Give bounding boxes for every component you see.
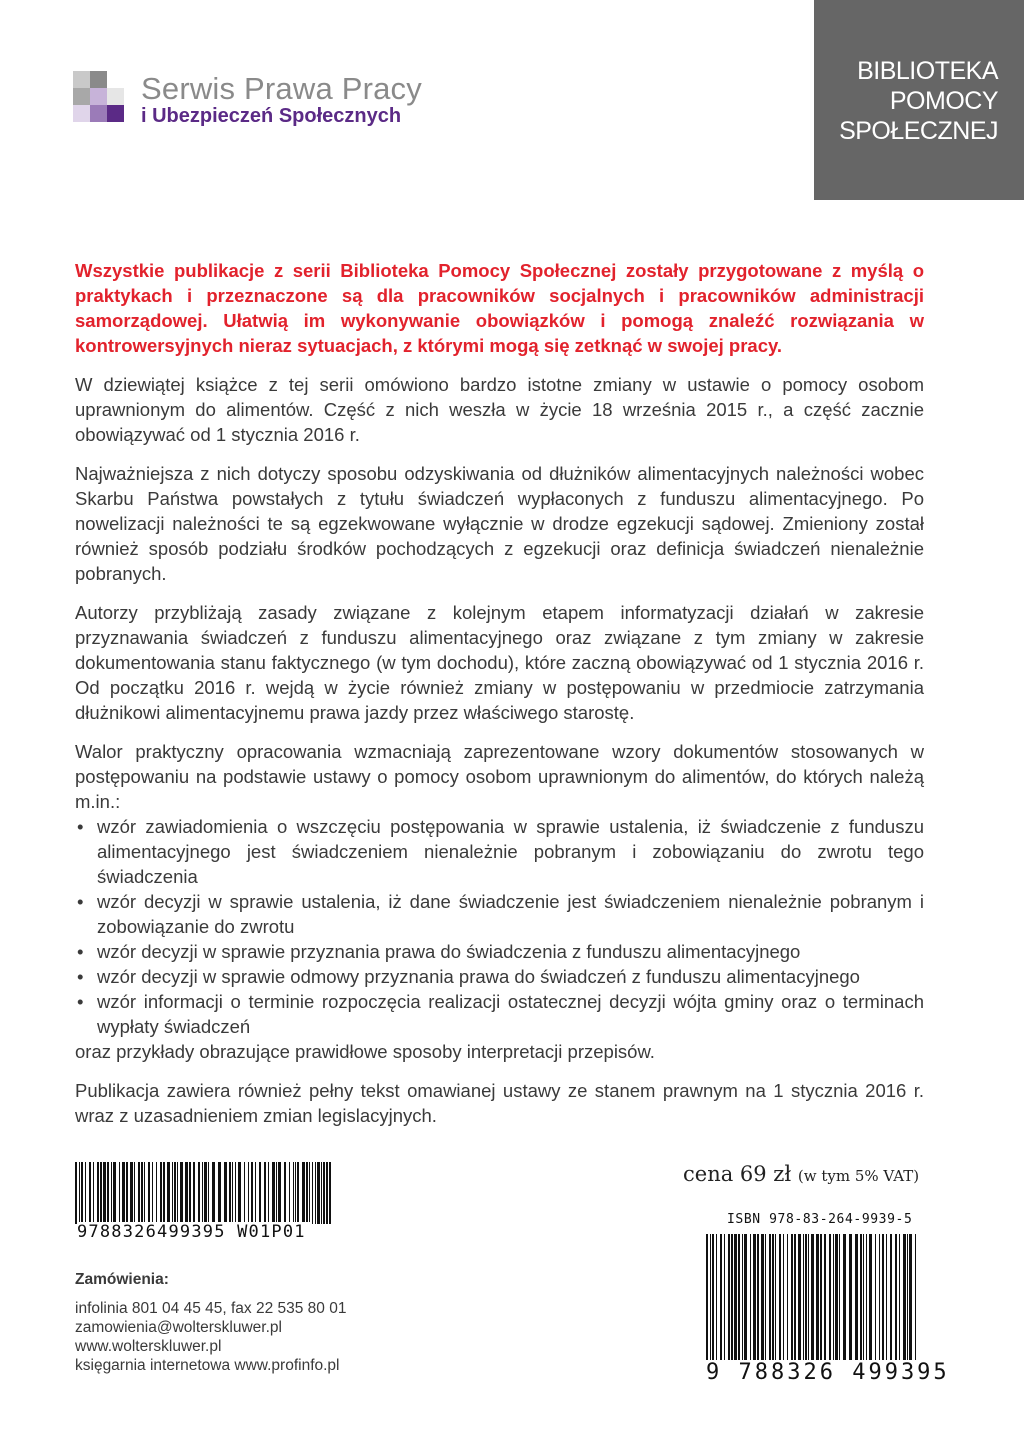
isbn-digits: 9 788326 499395	[706, 1360, 950, 1385]
barcode-bar	[824, 1234, 826, 1364]
barcode-bar	[710, 1234, 711, 1364]
barcode-bar	[174, 1162, 176, 1224]
orders-website: www.wolterskluwer.pl	[75, 1338, 222, 1355]
barcode-bar	[890, 1234, 892, 1364]
barcode-bar	[306, 1162, 308, 1224]
barcode-bar	[315, 1162, 316, 1224]
barcode-bar	[163, 1162, 165, 1224]
barcode-bar	[312, 1162, 313, 1224]
barcode-bar	[787, 1234, 788, 1364]
barcode-bar	[93, 1162, 94, 1224]
barcode-bar	[238, 1162, 241, 1224]
barcode-bar	[152, 1162, 153, 1224]
barcode-bar	[293, 1162, 294, 1224]
barcode-bar	[122, 1162, 125, 1224]
barcode-bar	[326, 1162, 328, 1224]
barcode-bar	[728, 1234, 730, 1364]
barcode-bar	[134, 1162, 135, 1224]
barcode-bar	[798, 1234, 801, 1364]
barcode-bar	[323, 1162, 325, 1224]
barcode-bar	[833, 1234, 834, 1364]
barcode-bar	[855, 1234, 858, 1364]
barcode-bar	[289, 1162, 290, 1224]
barcode-bar	[180, 1162, 183, 1224]
body-paragraph: Autorzy przybliżają zasady związane z kolejnym etapem informatyzacji działań w zakresie przyznawania świadczeń z funduszu alimentacyjnego oraz związane z tym zmiany w zakresie dokumentowania stanu faktycznego (w tym dochodu), które zaczną obowiązywać od 1 stycznia 2016 r. Od początku 2016 r. wejdą w życie również zmiany w postępowaniu w przedmiocie zatrzymania dłużnikowi alimentacyjnemu prawa jazdy przez właściwego starostę.	[75, 602, 924, 723]
barcode-bar	[103, 1162, 106, 1224]
orders-phone: infolinia 801 04 45 45, fax 22 535 80 01	[75, 1300, 347, 1317]
barcode-bar	[229, 1162, 231, 1224]
barcode-bar	[808, 1234, 809, 1364]
internal-barcode-digits: 9788326499395 W01P01	[77, 1222, 310, 1242]
barcode-bar	[111, 1162, 112, 1224]
publisher-logo	[73, 71, 493, 131]
barcode-bar	[259, 1162, 261, 1224]
barcode-bar	[886, 1234, 887, 1364]
barcode-bar	[79, 1162, 80, 1224]
barcode-bar	[791, 1234, 793, 1364]
barcode-bar	[130, 1162, 133, 1224]
barcode-bar	[85, 1162, 86, 1224]
barcode-bar	[860, 1234, 862, 1364]
barcode-bar	[843, 1234, 846, 1364]
barcode-bar	[255, 1162, 256, 1224]
barcode-bar	[119, 1162, 120, 1224]
list-item: • wzór informacji o terminie rozpoczęcia realizacji ostatecznej decyzji wójta gminy oraz o terminach wypłaty świadczeń	[75, 989, 924, 1039]
barcode-bar	[276, 1162, 277, 1224]
barcode-bar	[107, 1162, 109, 1224]
barcode-bar	[879, 1234, 880, 1364]
barcode-bar	[907, 1234, 908, 1364]
barcode-bar	[212, 1162, 215, 1224]
barcode-bar	[765, 1234, 766, 1364]
barcode-bar	[761, 1234, 764, 1364]
barcode-bar	[244, 1162, 245, 1224]
barcode-bar	[779, 1234, 781, 1364]
barcode-bar	[160, 1162, 162, 1224]
series-line: BIBLIOTEKA	[857, 57, 998, 85]
orders-info	[75, 1270, 346, 1375]
lead-paragraph: Wszystkie publikacje z serii Biblioteka Pomocy Społecznej zostały przygotowane z myślą o praktykach i przeznaczone są dla pracowników socjalnych i pracowników administracji samorządowej. Ułatwią im wykonywanie obowiązków i pomogą znaleźć rozwiązania w kontrowersyjnych nieraz sytuacjach, z którymi mogą się zetknąć w swojej pracy.	[75, 260, 924, 356]
body-paragraph: W dziewiątej książce z tej serii omówiono bardzo istotne zmiany w ustawie o pomocy osobom uprawnionym do alimentów. Część z nich weszła w życie 18 września 2015 r., a część zacznie obowiązywać od 1 stycznia 2016 r.	[75, 374, 924, 445]
barcode-bar	[189, 1162, 191, 1224]
barcode-bar	[232, 1162, 233, 1224]
barcode-bar	[81, 1162, 83, 1224]
barcode-bar	[295, 1162, 296, 1224]
logo-title: Serwis Prawa Pracy	[141, 71, 422, 106]
barcode-bar	[863, 1234, 864, 1364]
barcode-bar	[895, 1234, 897, 1364]
barcode-bar	[264, 1162, 266, 1224]
barcode-bar	[716, 1234, 717, 1364]
barcode-bar	[903, 1234, 906, 1364]
list-item: • wzór decyzji w sprawie ustalenia, iż dane świadczenie jest świadczeniem nienależnie pobranym i zobowiązanie do zwrotu	[75, 889, 924, 939]
price-main: cena 69 zł	[683, 1162, 792, 1186]
list-item: • wzór decyzji w sprawie przyznania prawa do świadczenia z funduszu alimentacyjnego	[75, 939, 924, 964]
barcode-bar	[882, 1234, 884, 1364]
after-list-text: oraz przykłady obrazujące prawidłowe sposoby interpretacji przepisów.	[75, 1041, 655, 1062]
barcode-bar	[167, 1162, 170, 1224]
barcode-bar	[172, 1162, 173, 1224]
barcode-bar	[803, 1234, 804, 1364]
barcode-bar	[198, 1162, 200, 1224]
barcode-bar	[811, 1234, 814, 1364]
barcode-bar	[202, 1162, 203, 1224]
barcode-bar	[224, 1162, 227, 1224]
barcode-bar	[141, 1162, 143, 1224]
barcode-bar	[297, 1162, 299, 1224]
barcode-bar	[734, 1234, 737, 1364]
barcode-bar	[218, 1162, 221, 1224]
barcode-icon	[75, 1162, 333, 1224]
barcode-bar	[302, 1162, 305, 1224]
series-line: SPOŁECZNEJ	[839, 117, 998, 145]
logo-subtitle: i Ubezpieczeń Społecznych	[141, 105, 402, 127]
barcode-bar	[724, 1234, 725, 1364]
orders-email: zamowienia@wolterskluwer.pl	[75, 1319, 282, 1336]
document-templates-list	[75, 814, 924, 1039]
barcode-bar	[75, 1162, 77, 1224]
barcode-bar	[138, 1162, 140, 1224]
barcode-bar	[731, 1234, 733, 1364]
series-line: POMOCY	[889, 87, 998, 115]
barcode-bar	[251, 1162, 253, 1224]
series-label-box	[814, 0, 1024, 200]
barcode-bar	[284, 1162, 286, 1224]
logo-squares-icon	[73, 71, 125, 123]
barcode-bar	[775, 1234, 776, 1364]
barcode-bar	[738, 1234, 740, 1364]
list-item: • wzór decyzji w sprawie odmowy przyznania prawa do świadczeń z funduszu alimentacyjnego	[75, 964, 924, 989]
body-paragraph: Walor praktyczny opracowania wzmacniają zaprezentowane wzory dokumentów stosowanych w postępowaniu na podstawie ustawy o pomocy osobom uprawnionym do alimentów, do których należą m.in.:	[75, 741, 924, 812]
barcode-bar	[156, 1162, 157, 1224]
price	[683, 1162, 919, 1186]
closing-paragraph: Publikacja zawiera również pełny tekst omawianej ustawy ze stanem prawnym na 1 stycznia 2016 r. wraz z uzasadnieniem zmian legislacyjnych.	[75, 1080, 924, 1126]
barcode-bar	[753, 1234, 756, 1364]
barcode-bar	[720, 1234, 722, 1364]
barcode-bar	[750, 1234, 751, 1364]
barcode-bar	[794, 1234, 796, 1364]
barcode-bar	[126, 1162, 128, 1224]
isbn-barcode	[706, 1234, 916, 1364]
orders-bookstore: księgarnia internetowa www.profinfo.pl	[75, 1357, 340, 1374]
series-title	[839, 56, 998, 146]
barcode-bar	[148, 1162, 150, 1224]
barcode-bar	[329, 1162, 331, 1224]
barcode-bar	[177, 1162, 178, 1224]
barcode-bar	[204, 1162, 207, 1224]
barcode-bar	[272, 1162, 275, 1224]
barcode-bar	[317, 1162, 320, 1224]
barcode-bar	[849, 1234, 852, 1364]
isbn-label: ISBN 978-83-264-9939-5	[727, 1212, 913, 1227]
barcode-bar	[185, 1162, 188, 1224]
barcode-bar	[839, 1234, 840, 1364]
barcode-bar	[309, 1162, 310, 1224]
barcode-bar	[248, 1162, 249, 1224]
barcode-bar	[278, 1162, 281, 1224]
barcode-bar	[144, 1162, 145, 1224]
barcode-bar	[113, 1162, 116, 1224]
barcode-bar	[769, 1234, 771, 1364]
barcode-bar	[899, 1234, 900, 1364]
barcode-bar	[712, 1234, 714, 1364]
barcode-bar	[875, 1234, 876, 1364]
body-paragraph: Najważniejsza z nich dotyczy sposobu odzyskiwania od dłużników alimentacyjnych należności wobec Skarbu Państwa powstałych z tytułu świadczeń wypłaconych z funduszu alimentacyjnego. Po nowelizacji należności te są egzekwowane wyłącznie w drodze egzekucji sądowej. Zmieniony został również sposób podziału środków pochodzących z egzekucji oraz definicja świadczeń nienależnie pobranych.	[75, 463, 924, 584]
barcode-bar	[915, 1234, 916, 1364]
barcode-bar	[829, 1234, 831, 1364]
barcode-bar	[193, 1162, 195, 1224]
barcode-bar	[835, 1234, 838, 1364]
price-vat: (w tym 5% VAT)	[797, 1167, 920, 1185]
barcode-bar	[100, 1162, 102, 1224]
description-body	[75, 258, 924, 1142]
barcode-bar	[820, 1234, 822, 1364]
barcode-bar	[89, 1162, 91, 1224]
barcode-bar	[909, 1234, 912, 1364]
barcode-bar	[742, 1234, 743, 1364]
barcode-bar	[866, 1234, 867, 1364]
barcode-bar	[235, 1162, 236, 1224]
barcode-icon	[706, 1234, 916, 1364]
orders-title: Zamówienia:	[75, 1271, 169, 1288]
barcode-bar	[783, 1234, 784, 1364]
barcode-bar	[706, 1234, 708, 1364]
barcode-bar	[744, 1234, 747, 1364]
barcode-bar	[869, 1234, 872, 1364]
barcode-bar	[805, 1234, 807, 1364]
barcode-bar	[772, 1234, 774, 1364]
barcode-bar	[757, 1234, 759, 1364]
barcode-bar	[208, 1162, 209, 1224]
barcode-bar	[268, 1162, 269, 1224]
barcode-bar	[321, 1162, 322, 1224]
barcode-bar	[816, 1234, 819, 1364]
barcode-bar	[97, 1162, 99, 1224]
list-item: • wzór zawiadomienia o wszczęciu postępowania w sprawie ustalenia, iż świadczenie z funduszu alimentacyjnego jest świadczeniem nienależnie pobranym i zobowiązaniu do zwrotu tego świadczenia	[75, 814, 924, 889]
